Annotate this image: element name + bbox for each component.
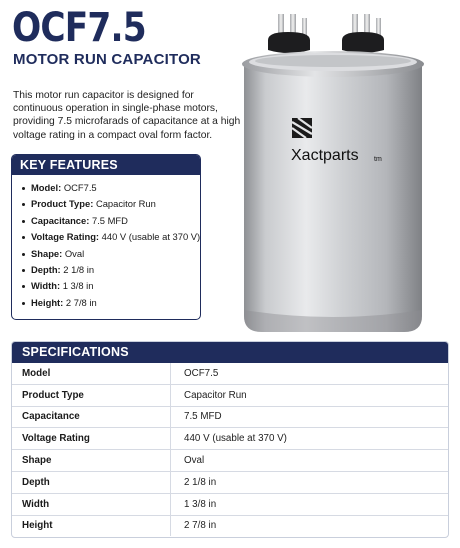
table-row — [12, 515, 448, 536]
feature-value: OCF7.5 — [63, 182, 97, 193]
table-row — [12, 450, 448, 472]
product-title: OCF7.5 — [12, 5, 146, 51]
feature-value: Oval — [64, 247, 85, 259]
spec-value: OCF7.5 — [184, 367, 219, 379]
spec-key: Depth — [12, 471, 171, 493]
product-subtitle: MOTOR RUN CAPACITOR — [13, 51, 201, 68]
specifications-panel — [11, 341, 449, 538]
logo-trademark-text: tm — [374, 156, 382, 163]
table-row — [12, 493, 448, 515]
bullet-icon — [22, 269, 25, 272]
spec-value: 2 7/8 in — [171, 515, 449, 536]
feature-label: Capacitance: — [31, 214, 90, 226]
logo-brand-text: Xactparts — [291, 147, 359, 164]
feature-label: Height: — [31, 296, 64, 308]
feature-label: Width: — [31, 280, 61, 292]
bullet-icon — [22, 203, 25, 206]
table-row — [12, 384, 448, 406]
bullet-icon — [22, 236, 25, 239]
feature-value: 2 1/8 in — [63, 263, 95, 275]
feature-item — [22, 229, 200, 245]
feature-value: 1 3/8 in — [62, 280, 94, 292]
feature-value: 2 7/8 in — [65, 296, 97, 308]
spec-value: Capacitor Run — [171, 384, 449, 406]
feature-item — [22, 246, 200, 262]
feature-item — [22, 180, 200, 196]
spec-value: 440 V (usable at 370 V) — [171, 428, 449, 450]
capacitor-product-image — [232, 10, 432, 340]
bullet-icon — [22, 220, 25, 223]
feature-value: 7.5 MFD — [91, 214, 128, 226]
key-features-heading: KEY FEATURES — [12, 155, 200, 175]
bullet-icon — [22, 302, 25, 305]
key-features-panel — [11, 154, 201, 320]
specifications-table — [12, 363, 448, 536]
feature-label: Product Type: — [31, 198, 94, 210]
feature-label: Shape: — [31, 247, 63, 259]
feature-label: Model: — [31, 182, 62, 193]
bullet-icon — [22, 187, 25, 190]
table-row — [12, 471, 448, 493]
spec-key: Shape — [12, 450, 171, 472]
terminal-left — [268, 14, 310, 53]
feature-label: Depth: — [31, 263, 61, 275]
specifications-heading: SPECIFICATIONS — [12, 342, 448, 363]
key-features-list — [12, 175, 200, 311]
feature-item — [22, 213, 200, 229]
terminal-right — [342, 14, 384, 53]
spec-value: 2 1/8 in — [171, 471, 449, 493]
table-row — [12, 363, 448, 384]
feature-item — [22, 196, 200, 212]
table-row — [12, 428, 448, 450]
table-row — [12, 406, 448, 428]
feature-item — [22, 295, 200, 311]
feature-value: Capacitor Run — [95, 198, 156, 210]
spec-key: Capacitance — [12, 406, 171, 428]
feature-label: Voltage Rating: — [31, 231, 100, 243]
spec-key: Model — [12, 363, 171, 384]
spec-key: Height — [12, 515, 171, 536]
bullet-icon — [22, 285, 25, 288]
spec-value: 7.5 MFD — [171, 406, 449, 428]
feature-item — [22, 262, 200, 278]
spec-key: Product Type — [12, 384, 171, 406]
spec-value: Oval — [171, 450, 449, 472]
spec-key: Width — [12, 493, 171, 515]
spec-value: 1 3/8 in — [171, 493, 449, 515]
feature-item — [22, 278, 200, 294]
spec-key: Voltage Rating — [12, 428, 171, 450]
bullet-icon — [22, 253, 25, 256]
feature-value: 440 V (usable at 370 V) — [101, 231, 201, 243]
product-description: This motor run capacitor is designed for continuous operation in single-phase motors, providing 7.5 microfarads of capacitance at a high voltage rating in a compact oval form factor. — [13, 90, 241, 141]
